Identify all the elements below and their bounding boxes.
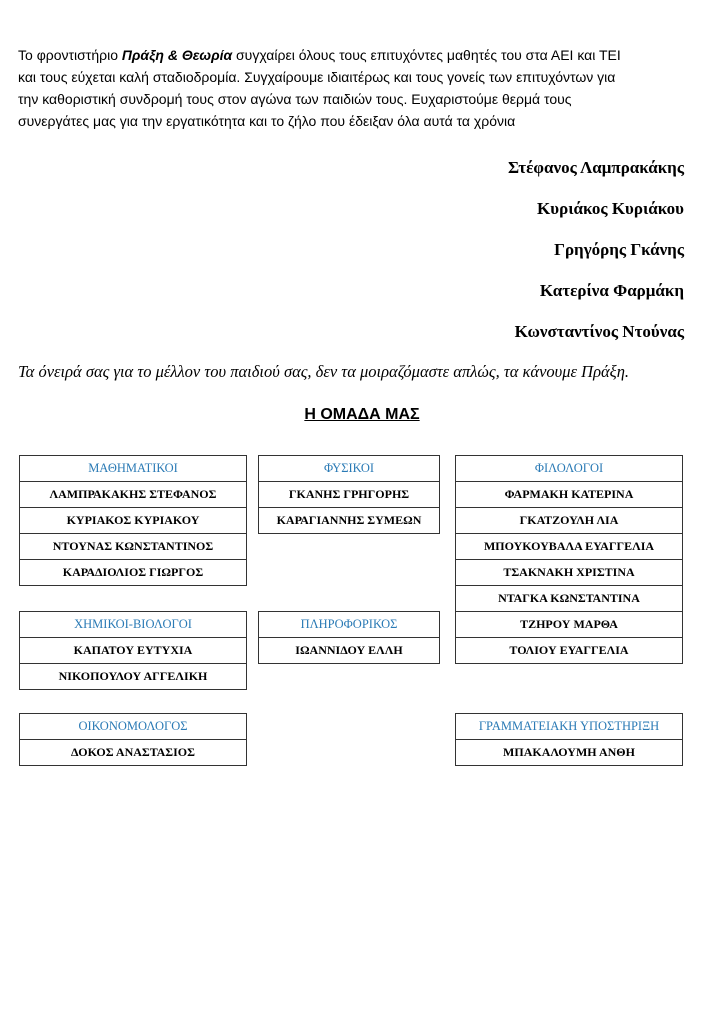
group-title: ΧΗΜΙΚΟΙ-ΒΙΟΛΟΓΟΙ — [20, 612, 246, 638]
group-informatics — [258, 611, 440, 664]
signer-name: Κυριάκος Κυριάκου — [537, 199, 684, 218]
team-title: Η ΟΜΑΔΑ ΜΑΣ — [304, 406, 420, 423]
group-title: ΟΙΚΟΝΟΜΟΛΟΓΟΣ — [20, 714, 246, 740]
group-chembio — [19, 611, 247, 690]
member-name: ΝΤΟΥΝΑΣ ΚΩΝΣΤΑΝΤΙΝΟΣ — [20, 534, 246, 560]
member-name: ΝΤΑΓΚΑ ΚΩΝΣΤΑΝΤΙΝΑ — [456, 586, 682, 612]
group-title: ΠΛΗΡΟΦΟΡΙΚΟΣ — [259, 612, 439, 638]
group-secretariat — [455, 713, 683, 766]
group-math — [19, 455, 247, 586]
member-name: ΓΚΑΤΖΟΥΛΗ ΛΙΑ — [456, 508, 682, 534]
group-title: ΓΡΑΜΜΑΤΕΙΑΚΗ ΥΠΟΣΤΗΡΙΞΗ — [456, 714, 682, 740]
group-physics — [258, 455, 440, 534]
signer-name: Γρηγόρης Γκάνης — [554, 240, 684, 259]
member-name: ΚΑΡΑΔΙΟΛΙΟΣ ΓΙΩΡΓΟΣ — [62, 565, 204, 579]
intro-paragraph — [18, 44, 708, 132]
signer-name: Κωνσταντίνος Ντούνας — [514, 322, 684, 341]
motto: Τα όνειρά σας για το μέλλον του παιδιού σας, δεν τα μοιραζόμαστε απλώς, τα κάνουμε Πράξη. — [18, 362, 630, 381]
signer-name: Κατερίνα Φαρμάκη — [539, 281, 684, 300]
group-title: ΦΥΣΙΚΟΙ — [259, 456, 439, 482]
member-name: ΓΚΑΝΗΣ ΓΡΗΓΟΡΗΣ — [259, 482, 439, 508]
intro-line-2: και τους εύχεται καλή σταδιοδρομία. Συγχαίρουμε ιδιαιτέρως και τους γονείς των επιτυχόντων για — [18, 69, 616, 85]
group-economist — [19, 713, 247, 766]
member-name: ΜΠΟΥΚΟΥΒΑΛΑ ΕΥΑΓΓΕΛΙΑ — [456, 534, 682, 560]
intro-line-4: συνεργάτες μας για την εργατικότητα και το ζήλο που έδειξαν όλα αυτά τα χρόνια — [18, 113, 516, 129]
member-name: ΝΙΚΟΠΟΥΛΟΥ ΑΓΓΕΛΙΚΗ — [58, 669, 208, 683]
intro-line-1: Το φροντιστήριο Πράξη & Θεωρία συγχαίρει όλους τους επιτυχόντες μαθητές του στα ΑΕΙ και ΤΕΙ — [18, 47, 621, 63]
brand-name: Πράξη & Θεωρία — [121, 47, 233, 63]
member-name: ΛΑΜΠΡΑΚΑΚΗΣ ΣΤΕΦΑΝΟΣ — [20, 482, 246, 508]
member-name: ΜΠΑΚΑΛΟΥΜΗ ΑΝΘΗ — [503, 745, 635, 759]
member-name: ΚΑΡΑΓΙΑΝΝΗΣ ΣΥΜΕΩΝ — [276, 513, 422, 527]
member-name: ΦΑΡΜΑΚΗ ΚΑΤΕΡΙΝΑ — [456, 482, 682, 508]
member-name: ΚΥΡΙΑΚΟΣ ΚΥΡΙΑΚΟΥ — [20, 508, 246, 534]
member-name: ΚΑΠΑΤΟΥ ΕΥΤΥΧΙΑ — [20, 638, 246, 664]
member-name: ΤΣΑΚΝΑΚΗ ΧΡΙΣΤΙΝΑ — [456, 560, 682, 586]
member-name: ΔΟΚΟΣ ΑΝΑΣΤΑΣΙΟΣ — [71, 745, 195, 759]
group-title: ΦΙΛΟΛΟΓΟΙ — [456, 456, 682, 482]
member-name: ΤΖΗΡΟΥ ΜΑΡΘΑ — [456, 612, 682, 638]
member-name: ΤΟΛΙΟΥ ΕΥΑΓΓΕΛΙΑ — [509, 643, 629, 657]
intro-line-3: την καθοριστική συνδρομή τους στον αγώνα των παιδιών τους. Ευχαριστούμε θερμά τους — [18, 91, 572, 107]
signers-list — [508, 155, 684, 360]
group-philology — [455, 455, 683, 664]
member-name: ΙΩΑΝΝΙΔΟΥ ΕΛΛΗ — [295, 643, 403, 657]
group-title: ΜΑΘΗΜΑΤΙΚΟΙ — [20, 456, 246, 482]
signer-name: Στέφανος Λαμπρακάκης — [508, 158, 684, 177]
